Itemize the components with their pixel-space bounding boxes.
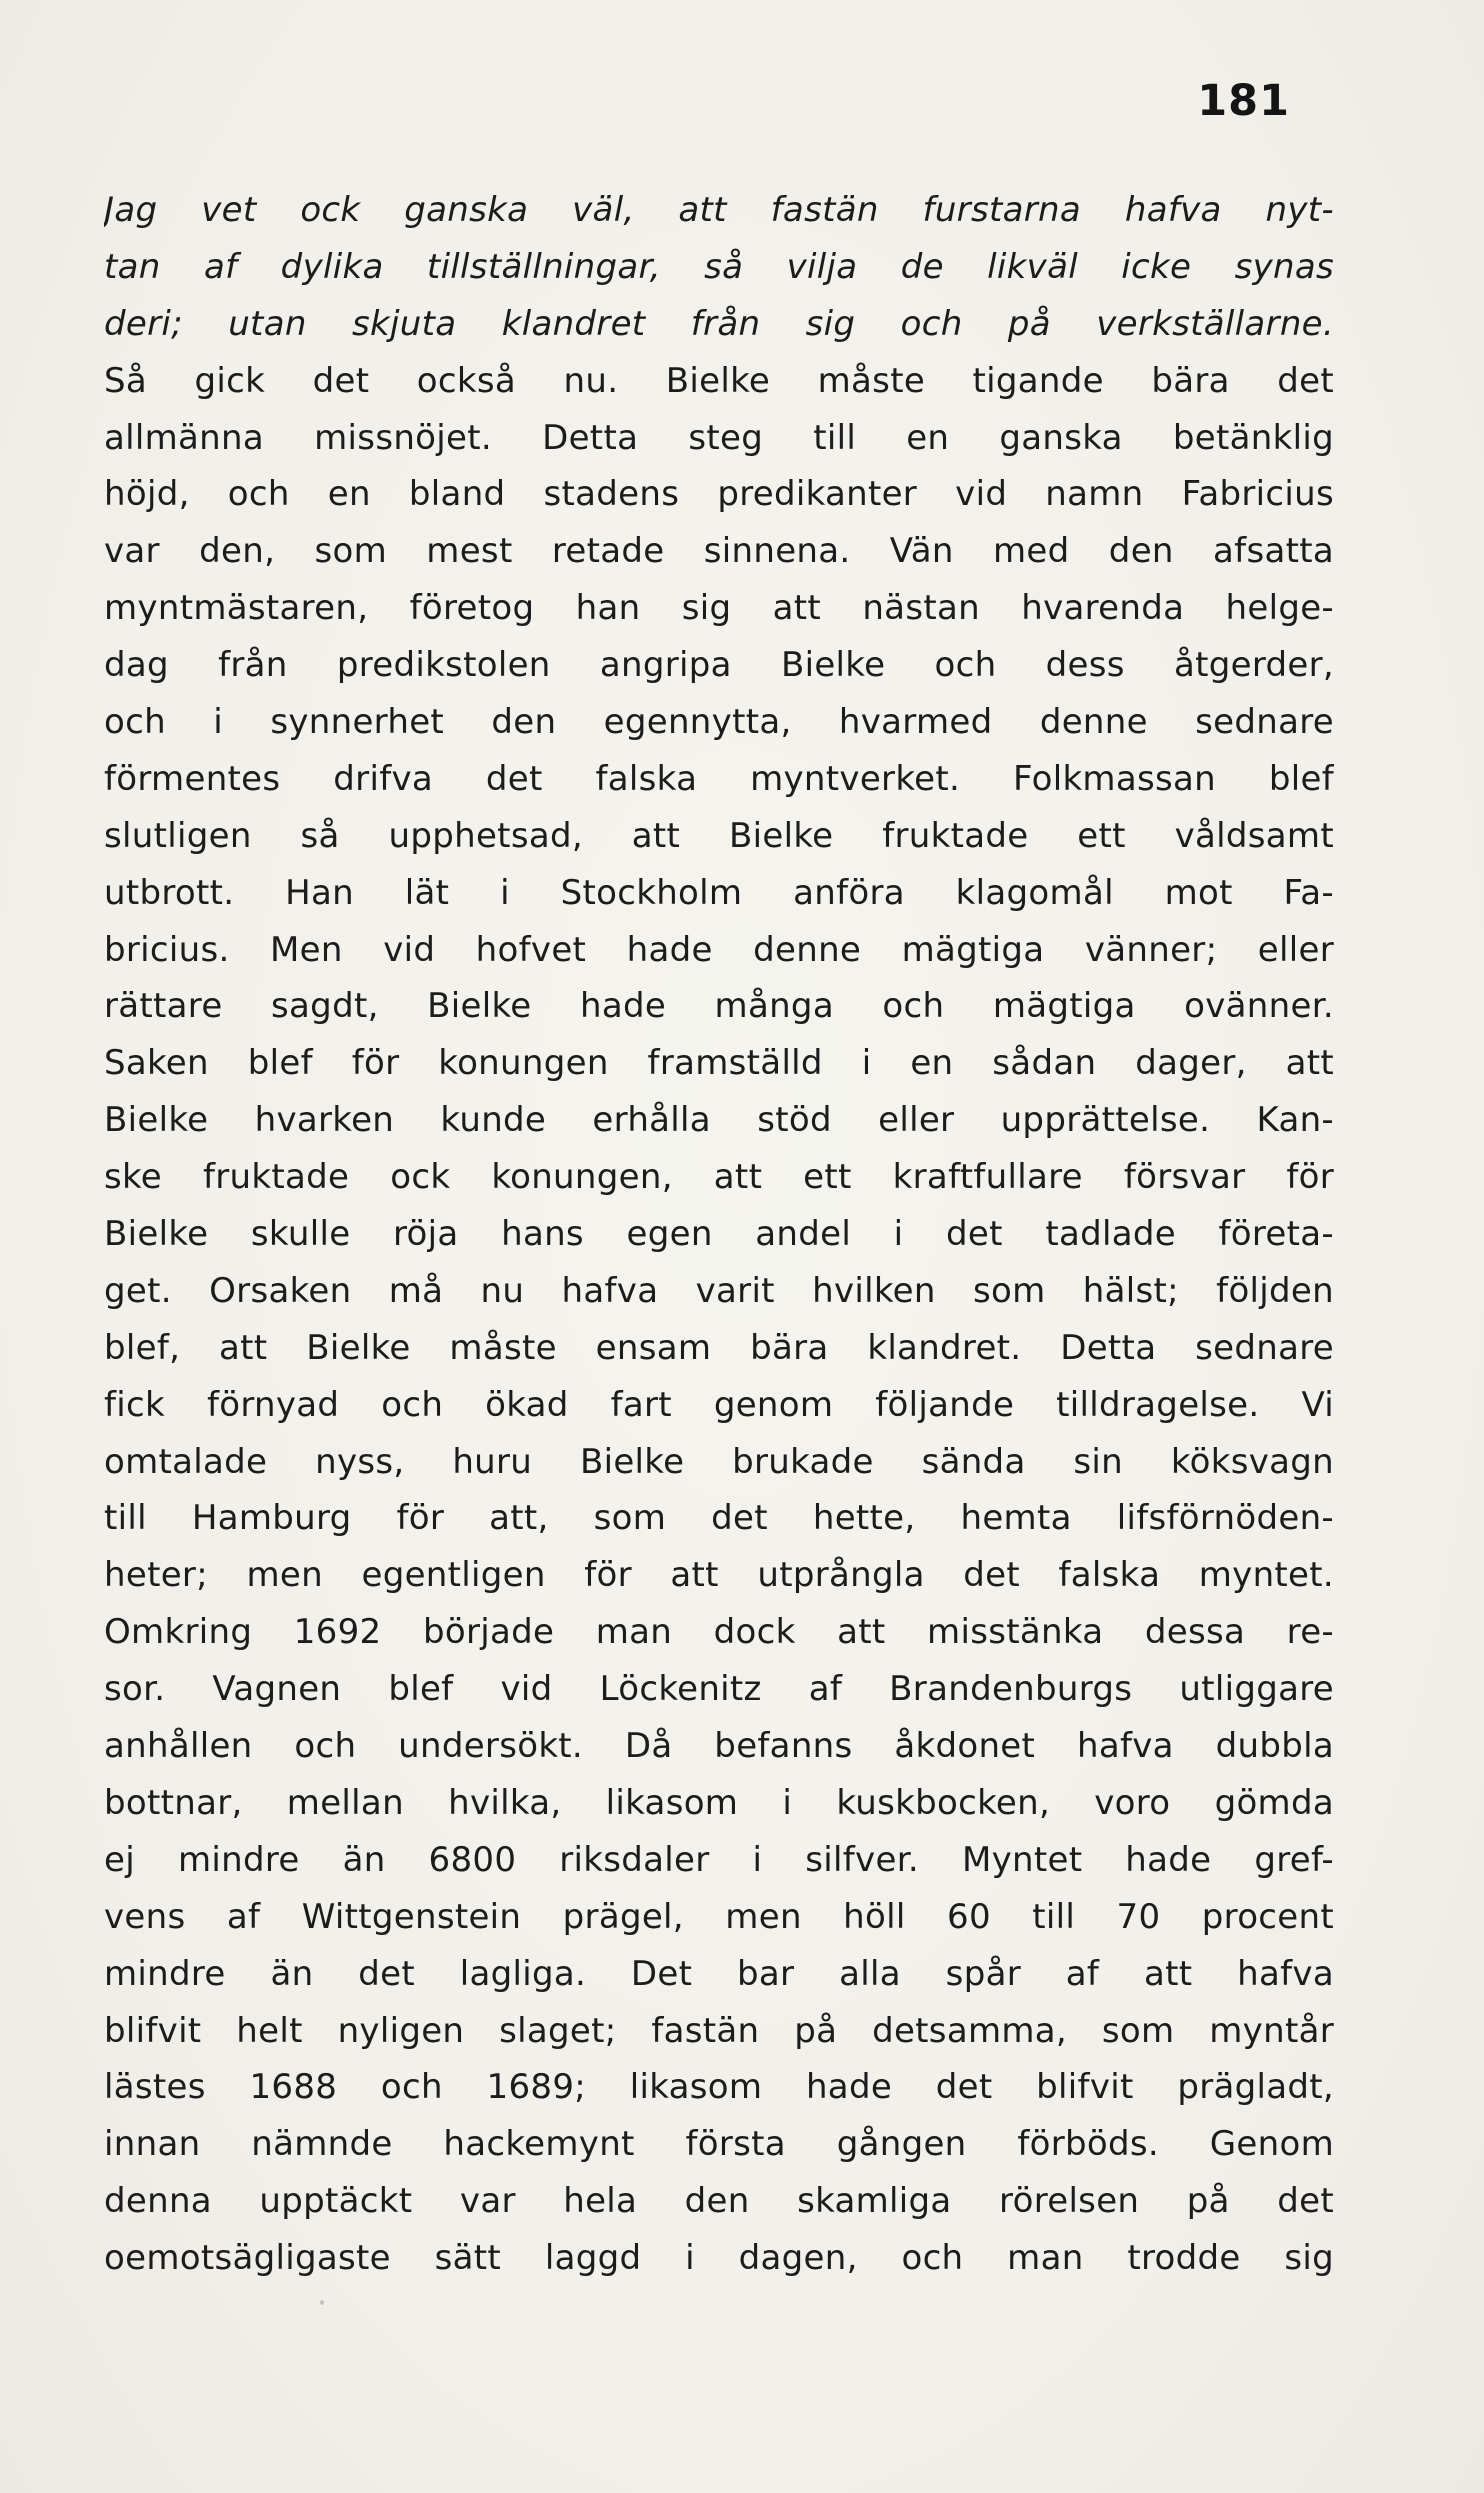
text-line: Saken blef för konungen framställd i en sådan dager, att — [104, 1043, 1334, 1084]
text-line: oemotsägligaste sätt laggd i dagen, och man trodde sig — [104, 2238, 1334, 2279]
text-line: mindre än det lagliga. Det bar alla spår af att hafva — [104, 1953, 1334, 1994]
text-line: fick förnyad och ökad fart genom följande tilldragelse. Vi — [104, 1384, 1334, 1425]
text-line: Bielke skulle röja hans egen andel i det tadlade företa- — [104, 1214, 1334, 1255]
text-line: anhållen och undersökt. Då befanns åkdonet hafva dubbla — [104, 1726, 1334, 1767]
paper-speck — [320, 2300, 324, 2305]
text-line: tan af dylika tillställningar, så vilja de likväl icke synas — [104, 246, 1334, 287]
text-line: Omkring 1692 började man dock att misstänka dessa re- — [104, 1612, 1334, 1653]
text-line: dag från predikstolen angripa Bielke och dess åtgerder, — [104, 645, 1334, 686]
text-line: var den, som mest retade sinnena. Vän med den afsatta — [104, 531, 1334, 572]
body-text — [104, 182, 1334, 2287]
text-line: innan nämnde hackemynt första gången förböds. Genom — [104, 2124, 1334, 2165]
text-line: utbrott. Han lät i Stockholm anföra klagomål mot Fa- — [104, 872, 1334, 913]
text-line: myntmästaren, företog han sig att nästan hvarenda helge- — [104, 588, 1334, 629]
text-line: förmentes drifva det falska myntverket. Folkmassan blef — [104, 758, 1334, 799]
text-line: till Hamburg för att, som det hette, hemta lifsförnöden- — [104, 1498, 1334, 1539]
text-line: sor. Vagnen blef vid Löckenitz af Brandenburgs utliggare — [104, 1669, 1334, 1710]
text-line: heter; men egentligen för att utprångla det falska myntet. — [104, 1555, 1334, 1596]
text-line: get. Orsaken må nu hafva varit hvilken som hälst; följden — [104, 1270, 1334, 1311]
text-line: slutligen så upphetsad, att Bielke fruktade ett våldsamt — [104, 815, 1334, 856]
text-line: lästes 1688 och 1689; likasom hade det blifvit prägladt, — [104, 2067, 1334, 2108]
text-line: bottnar, mellan hvilka, likasom i kuskbocken, voro gömda — [104, 1782, 1334, 1823]
text-line: blifvit helt nyligen slaget; fastän på detsamma, som myntår — [104, 2010, 1334, 2051]
page-number: 181 — [1197, 76, 1290, 126]
text-line: vens af Wittgenstein prägel, men höll 60 till 70 procent — [104, 1896, 1334, 1937]
text-line: Bielke hvarken kunde erhålla stöd eller upprättelse. Kan- — [104, 1100, 1334, 1141]
text-line: ske fruktade ock konungen, att ett kraftfullare försvar för — [104, 1157, 1334, 1198]
text-line: höjd, och en bland stadens predikanter vid namn Fabricius — [104, 474, 1334, 515]
text-line: ej mindre än 6800 riksdaler i silfver. Myntet hade gref- — [104, 1839, 1334, 1880]
text-line: bricius. Men vid hofvet hade denne mägtiga vänner; eller — [104, 929, 1334, 970]
text-line: och i synnerhet den egennytta, hvarmed denne sednare — [104, 702, 1334, 743]
text-line: allmänna missnöjet. Detta steg till en ganska betänklig — [104, 417, 1334, 458]
text-line: denna upptäckt var hela den skamliga rörelsen på det — [104, 2181, 1334, 2222]
text-line: blef, att Bielke måste ensam bära klandret. Detta sednare — [104, 1327, 1334, 1368]
text-line: rättare sagdt, Bielke hade många och mägtiga ovänner. — [104, 986, 1334, 1027]
text-line: omtalade nyss, huru Bielke brukade sända sin köksvagn — [104, 1441, 1334, 1482]
text-line: Jag vet ock ganska väl, att fastän furstarna hafva nyt- — [104, 190, 1334, 230]
text-line: deri; utan skjuta klandret från sig och på verkställarne. — [104, 303, 1334, 344]
text-line: Så gick det också nu. Bielke måste tigande bära det — [104, 360, 1334, 401]
